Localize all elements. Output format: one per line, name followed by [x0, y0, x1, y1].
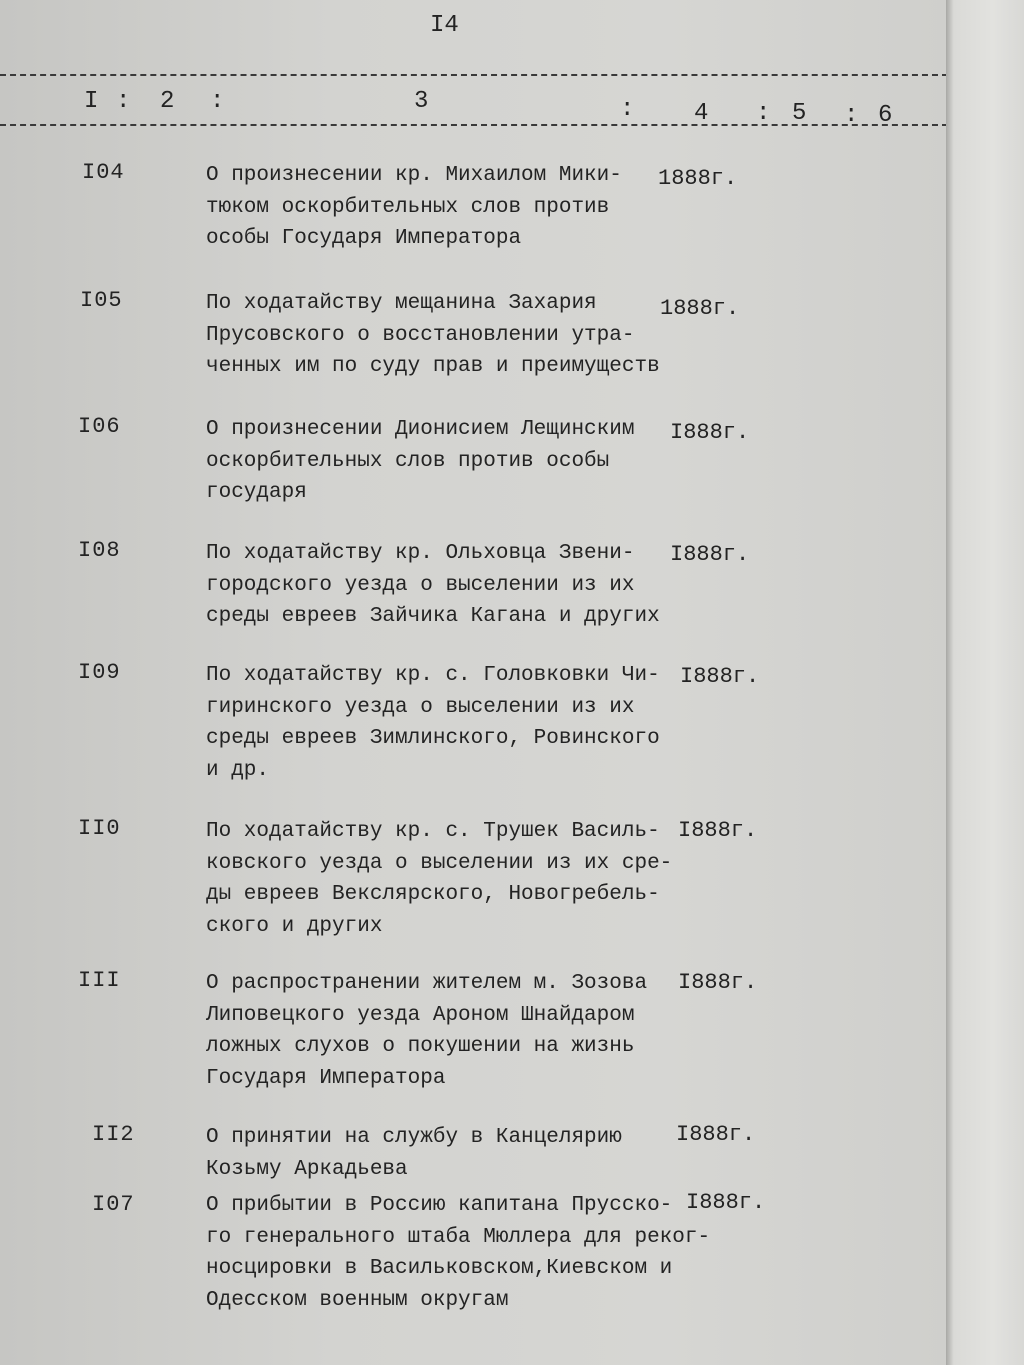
item-description — [206, 538, 686, 633]
description-line: государя — [206, 481, 307, 504]
description-line: ды евреев Векслярского, Новогребель- — [206, 883, 660, 906]
description-line: О произнесении Дионисием Лещинским — [206, 418, 635, 441]
description-line: особы Государя Императора — [206, 227, 522, 250]
next-page-edge — [946, 0, 1024, 1365]
description-line: и др. — [206, 758, 270, 782]
item-number: I05 — [80, 288, 123, 313]
column-header-5: 5 — [792, 100, 807, 127]
item-description — [206, 1190, 726, 1316]
column-header-6: 6 — [878, 102, 893, 129]
description-line: го генерального штаба Мюллера для реког- — [206, 1225, 711, 1249]
column-separator: : — [620, 96, 635, 123]
column-header-3: 3 — [414, 88, 429, 115]
description-line: ченных им по суду прав и преимуществ — [206, 355, 660, 378]
column-header-1: I — [84, 88, 99, 115]
item-number: II0 — [78, 816, 121, 841]
description-line: ского и других — [206, 914, 383, 938]
description-line: О произнесении кр. Михаилом Мики- — [206, 164, 622, 187]
item-description — [206, 660, 686, 786]
description-line: оскорбительных слов против особы — [206, 449, 610, 473]
description-line: городского уезда о выселении из их — [206, 573, 635, 597]
description-line: По ходатайству кр. Ольховца Звени- — [206, 542, 635, 565]
item-year: I888г. — [670, 542, 750, 567]
item-year: I888г. — [678, 818, 758, 843]
item-number: I08 — [78, 538, 121, 563]
description-line: О принятии на службу в Канцелярию — [206, 1126, 622, 1149]
item-number: I04 — [82, 160, 125, 185]
item-description — [206, 160, 686, 255]
description-line: О распространении жителем м. Зозова — [206, 972, 648, 995]
description-line: Одесском военным округам — [206, 1288, 509, 1312]
column-separator: : — [210, 88, 225, 115]
item-year: I888г. — [678, 970, 758, 995]
header-bottom-rule — [0, 124, 948, 126]
item-year: I888г. — [670, 420, 750, 445]
description-line: ковского уезда о выселении из их сре- — [206, 851, 673, 875]
description-line: По ходатайству кр. с. Головковки Чи- — [206, 664, 660, 687]
item-year: I888г. — [676, 1122, 756, 1147]
header-top-rule — [0, 74, 948, 76]
item-number: II2 — [92, 1122, 135, 1147]
description-line: гиринского уезда о выселении из их — [206, 695, 635, 719]
description-line: среды евреев Зимлинского, Ровинского — [206, 727, 660, 750]
column-separator: : — [756, 100, 771, 127]
item-description — [206, 968, 686, 1094]
description-line: ложных слухов о покушении на жизнь — [206, 1035, 635, 1058]
item-number: I09 — [78, 660, 121, 685]
description-line: Липовецкого уезда Ароном Шнайдаром — [206, 1003, 635, 1027]
item-description — [206, 1122, 686, 1185]
item-number: I07 — [92, 1192, 135, 1217]
item-number: I06 — [78, 414, 121, 439]
column-header-2: 2 — [160, 88, 175, 115]
description-line: Козьму Аркадьева — [206, 1157, 408, 1181]
item-year: 1888г. — [660, 296, 740, 321]
page-number: I4 — [430, 12, 459, 39]
description-line: По ходатайству мещанина Захария — [206, 292, 597, 315]
item-description — [206, 816, 686, 942]
item-year: I888г. — [680, 664, 760, 689]
item-year: 1888г. — [658, 166, 738, 191]
description-line: среды евреев Зайчика Кагана и других — [206, 605, 660, 628]
description-line: По ходатайству кр. с. Трушек Василь- — [206, 820, 660, 843]
column-separator: : — [844, 102, 859, 129]
item-description — [206, 288, 686, 383]
item-year: I888г. — [686, 1190, 766, 1215]
item-description — [206, 414, 686, 509]
column-separator: : — [116, 88, 131, 115]
description-line: Прусовского о восстановлении утра- — [206, 323, 635, 347]
description-line: Государя Императора — [206, 1066, 446, 1090]
column-header-4: 4 — [694, 100, 709, 127]
description-line: носцировки в Васильковском,Киевском и — [206, 1257, 673, 1280]
description-line: тюком оскорбительных слов против — [206, 195, 610, 219]
item-number: III — [78, 968, 121, 993]
description-line: О прибытии в Россию капитана Прусско- — [206, 1194, 673, 1217]
